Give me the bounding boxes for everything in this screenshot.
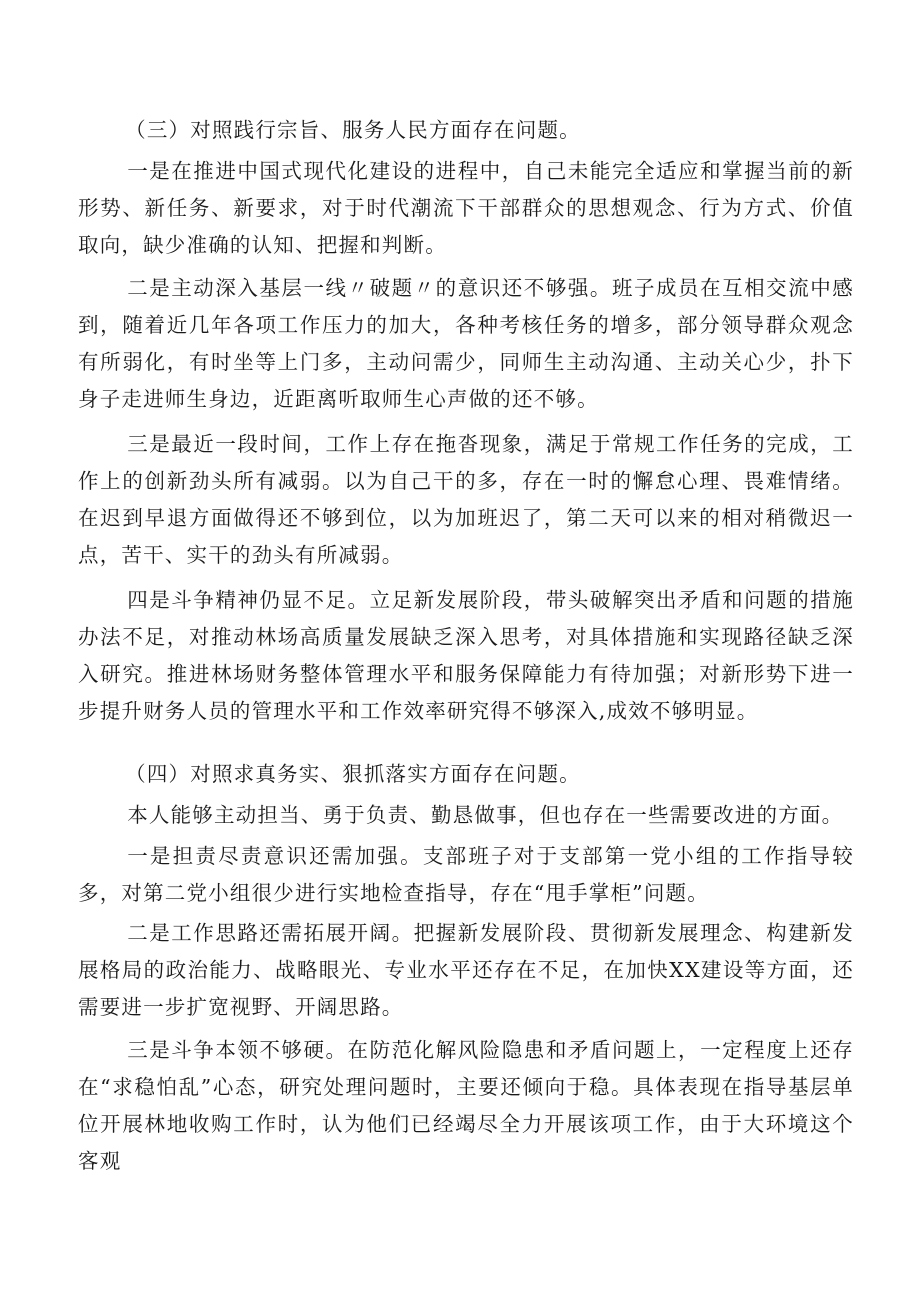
section-heading-4: （四）对照求真务实、狠抓落实方面存在问题。 [125,762,581,786]
paragraph-5: 本人能够主动担当、勇于负责、勤恳做事，但也存在一些需要改进的方面。 [127,803,844,827]
paragraph-6: 一是担责尽责意识还需加强。支部班子对于支部第一党小组的工作指导较多，对第二党小组很少进行实地检查指导，存在“甩手掌柜”问题。 [78,844,854,905]
paragraph-2: 二是主动深入基层一线〃破题〃的意识还不够强。班子成员在互相交流中感到，随着近几年各项工作压力的加大，各种考核任务的增多，部分领导群众观念有所弱化，有时坐等上门多，主动问需少，同师生主动沟通、主动关心少，扑下身子走进师生身边，近距离听取师生心声做的还不够。 [78,276,854,411]
paragraph-8: 三是斗争本领不够硬。在防范化解风险隐患和矛盾问题上，一定程度上还存在“求稳怕乱”心态，研究处理问题时，主要还倾向于稳。具体表现在指导基层单位开展林地收购工作时，认为他们已经竭尽全力开展该项工作，由于大环境这个客观 [78,1038,854,1173]
paragraph-3: 三是最近一段时间，工作上存在拖沓现象，满足于常规工作任务的完成，工作上的创新劲头所有减弱。以为自己干的多，存在一时的懈怠心理、畏难情绪。在迟到早退方面做得还不够到位，以为加班迟了，第二天可以来的相对稍微迟一点，苦干、实干的劲头有所减弱。 [78,432,854,567]
section-heading-3: （三）对照践行宗旨、服务人民方面存在问题。 [125,118,581,142]
paragraph-7: 二是工作思路还需拓展开阔。把握新发展阶段、贯彻新发展理念、构建新发展格局的政治能力、战略眼光、专业水平还存在不足，在加快XX建设等方面，还需要进一步扩宽视野、开阔思路。 [78,921,854,1019]
paragraph-4: 四是斗争精神仍显不足。立足新发展阶段，带头破解突出矛盾和问题的措施办法不足，对推动林场高质量发展缺乏深入思考，对具体措施和实现路径缺乏深入研究。推进林场财务整体管理水平和服务保障能力有待加强；对新形势下进一步提升财务人员的管理水平和工作效率研究得不够深入,成效不够明显。 [78,588,854,723]
paragraph-1: 一是在推进中国式现代化建设的进程中，自己未能完全适应和掌握当前的新形势、新任务、新要求，对于时代潮流下干部群众的思想观念、行为方式、价值取向，缺少准确的认知、把握和判断。 [78,159,854,257]
